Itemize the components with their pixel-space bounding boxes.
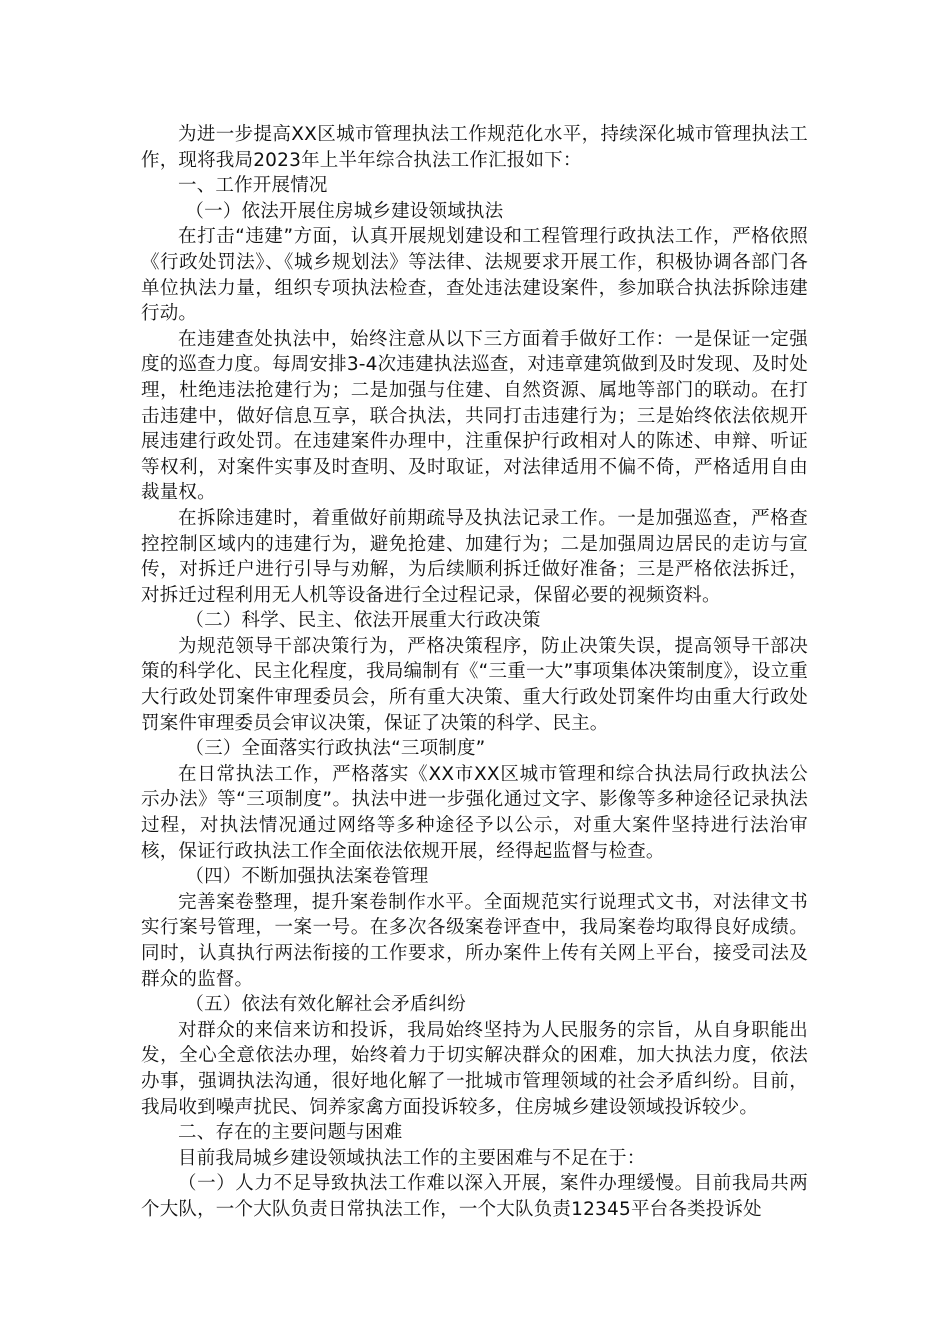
paragraph: 在拆除违建时，着重做好前期疏导及执法记录工作。一是加强巡查，严格查控控制区域内的违建行为，避免抢建、加建行为；二是加强周边居民的走访与宣传，对拆迁户进行引导与劝解，为后续顺利拆迁做好准备；三是严格依法拆迁，对拆迁过程利用无人机等设备进行全过程记录，保留必要的视频资料。 <box>141 507 808 606</box>
subsection-5-heading: （五）依法有效化解社会矛盾纠纷 <box>185 994 466 1016</box>
paragraph: 在违建查处执法中，始终注意从以下三方面着手做好工作：一是保证一定强度的巡查力度。每周安排3-4次违建执法巡查，对违章建筑做到及时发现、及时处理，杜绝违法抢建行为；二是加强与住建、自然资源、属地等部门的联动。在打击违建中，做好信息互享，联合执法，共同打击违建行为；三是始终依法依规开展违建行政处罚。在违建案件办理中，注重保护行政相对人的陈述、申辩、听证等权利，对案件实事及时查明、及时取证，对法律适用不偏不倚，严格适用自由裁量权。 <box>141 328 808 504</box>
paragraph: 完善案卷整理，提升案卷制作水平。全面规范实行说理式文书，对法律文书实行案号管理，一案一号。在多次各级案卷评查中，我局案卷均取得良好成绩。同时，认真执行两法衔接的工作要求，所办案件上传有关网上平台，接受司法及群众的监督。 <box>141 891 808 990</box>
subsection-3-heading: （三）全面落实行政执法“三项制度” <box>185 738 486 760</box>
subsection-4-heading: （四）不断加强执法案卷管理 <box>185 866 429 888</box>
section-1-heading: 一、工作开展情况 <box>178 175 328 197</box>
section-2-heading: 二、存在的主要问题与困难 <box>178 1122 403 1144</box>
problem-item-1: （一）人力不足导致执法工作难以深入开展，案件办理缓慢。目前我局共两个大队，一个大队负责日常执法工作，一个大队负责12345平台各类投诉处 <box>141 1173 808 1220</box>
section-2-intro: 目前我局城乡建设领域执法工作的主要困难与不足在于： <box>178 1147 646 1169</box>
subsection-1-heading: （一）依法开展住房城乡建设领域执法 <box>185 200 504 222</box>
subsection-2-heading: （二）科学、民主、依法开展重大行政决策 <box>185 610 541 632</box>
paragraph: 在打击“违建”方面，认真开展规划建设和工程管理行政执法工作，严格依照《行政处罚法》、《城乡规划法》等法律、法规要求开展工作，积极协调各部门各单位执法力量，组织专项执法检查，查处违法建设案件，参加联合执法拆除违建行动。 <box>141 226 808 325</box>
page-cutoff <box>141 1171 808 1222</box>
paragraph: 对群众的来信来访和投诉，我局始终坚持为人民服务的宗旨，从自身职能出发，全心全意依法办理，始终着力于切实解决群众的困难，加大执法力度，依法办事，强调执法沟通，很好地化解了一批城市管理领域的社会矛盾纠纷。目前，我局收到噪声扰民、饲养家禽方面投诉较多，住房城乡建设领域投诉较少。 <box>141 1019 808 1118</box>
paragraph: 在日常执法工作，严格落实《XX市XX区城市管理和综合执法局行政执法公示办法》等“三项制度”。执法中进一步强化通过文字、影像等多种途径记录执法过程，对执法情况通过网络等多种途径予以公示，对重大案件坚持进行法治审核，保证行政执法工作全面依法依规开展，经得起监督与检查。 <box>141 763 808 862</box>
intro-paragraph: 为进一步提高XX区城市管理执法工作规范化水平，持续深化城市管理执法工作，现将我局2023年上半年综合执法工作汇报如下： <box>141 124 808 171</box>
document-body <box>141 122 808 1222</box>
paragraph: 为规范领导干部决策行为，严格决策程序，防止决策失误，提高领导干部决策的科学化、民主化程度，我局编制有《“三重一大”事项集体决策制度》，设立重大行政处罚案件审理委员会，所有重大决策、重大行政处罚案件均由重大行政处罚案件审理委员会审议决策，保证了决策的科学、民主。 <box>141 635 808 734</box>
